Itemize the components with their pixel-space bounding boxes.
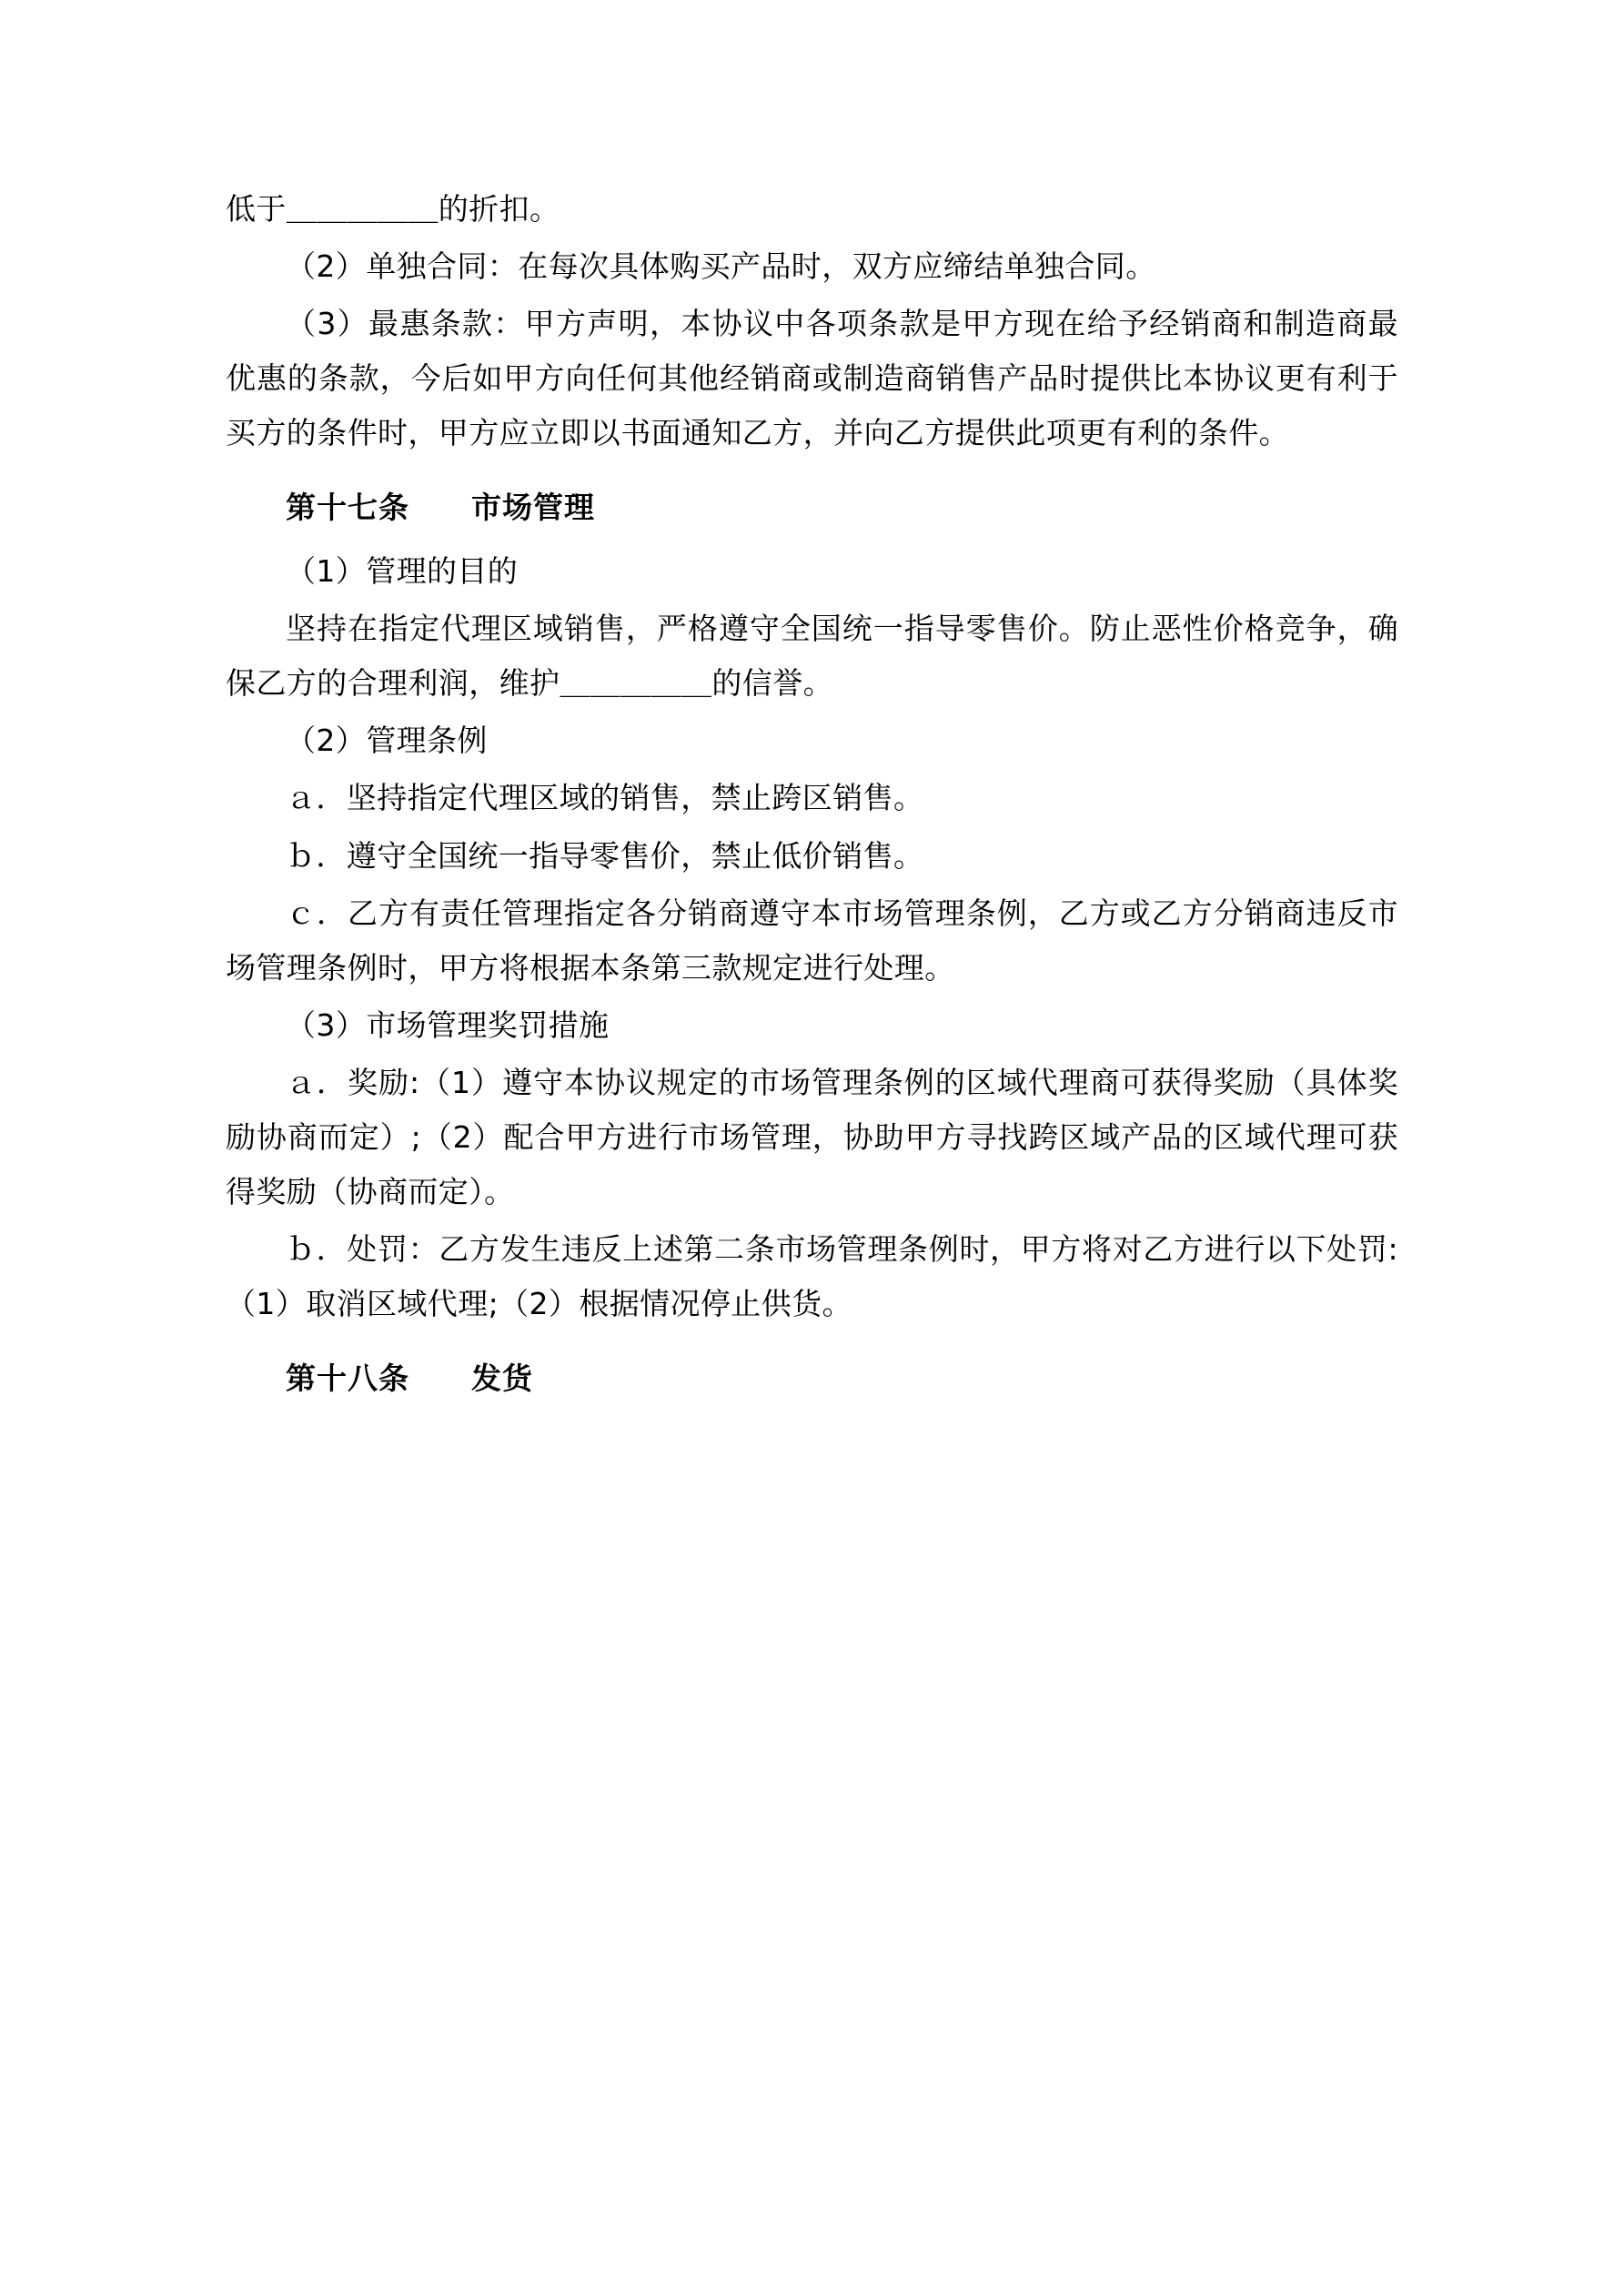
paragraph-17-3-reward: ａ．奖励:（1）遵守本协议规定的市场管理条例的区域代理商可获得奖励（具体奖励协商而定）;（2）配合甲方进行市场管理，协助甲方寻找跨区域产品的区域代理可获得奖励（协商而定）。 [226,1064,1398,1209]
heading-article-17: 第十七条 市场管理 [286,490,595,526]
paragraph-17-2-rule-a: ａ．坚持指定代理区域的销售，禁止跨区销售。 [286,780,924,816]
paragraph-17-2-rule-b: ｂ．遵守全国统一指导零售价，禁止低价销售。 [286,837,924,874]
paragraph-item-2-separate-contract: （2）单独合同：在每次具体购买产品时，双方应缔结单独合同。 [286,248,1156,285]
paragraph-17-1-purpose-body: 坚持在指定代理区域销售，严格遵守全国统一指导零售价。防止恶性价格竞争，确保乙方的合理利润，维护＿＿＿＿＿的信誉。 [226,611,1398,702]
paragraph-17-2-rule-c: ｃ．乙方有责任管理指定各分销商遵守本市场管理条例，乙方或乙方分销商违反市场管理条例时，甲方将根据本条第三款规定进行处理。 [226,895,1398,986]
heading-article-18: 第十八条 发货 [286,1360,533,1396]
paragraph-item-3-most-favored: （3）最惠条款：甲方声明，本协议中各项条款是甲方现在给予经销商和制造商最优惠的条款，今后如甲方向任何其他经销商或制造商销售产品时提供比本协议更有利于买方的条件时，甲方应立即以书面通知乙方，并向乙方提供此项更有利的条件。 [226,306,1398,451]
paragraph-discount-continued: 低于＿＿＿＿＿的折扣。 [226,191,560,227]
paragraph-17-3-punish: ｂ．处罚：乙方发生违反上述第二条市场管理条例时，甲方将对乙方进行以下处罚:（1）取消区域代理;（2）根据情况停止供货。 [226,1230,1398,1321]
paragraph-17-3-reward-punish-title: （3）市场管理奖罚措施 [286,1006,610,1043]
paragraph-17-2-rules-title: （2）管理条例 [286,723,488,759]
paragraph-17-1-purpose-title: （1）管理的目的 [286,553,519,590]
document-body [226,182,1398,1406]
